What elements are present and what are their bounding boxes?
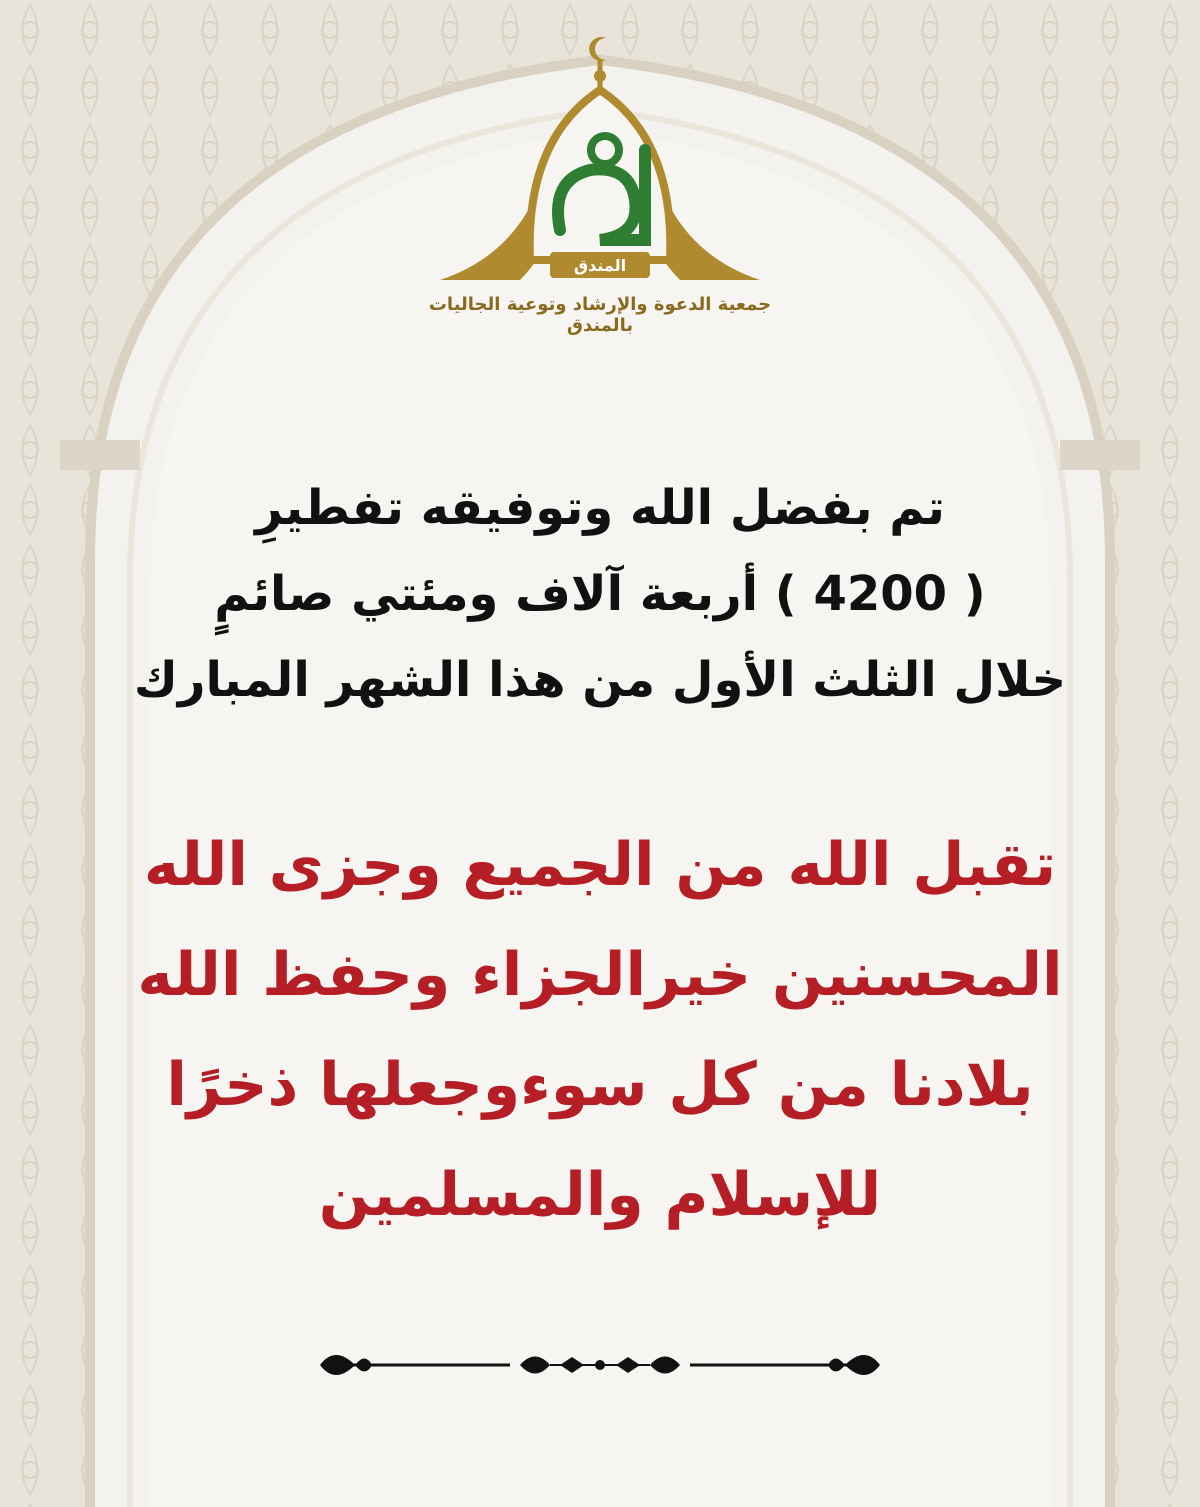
dua-line: تقبل الله من الجميع وجزى الله (143, 830, 1057, 900)
announcement-line: ( 4200 ) أربعة آلاف ومئتي صائمٍ (214, 566, 986, 622)
logo-caption: جمعية الدعوة والإرشاد وتوعية الجاليات بالمندق (428, 294, 772, 336)
logo-badge-text: المندق (573, 256, 627, 275)
dua-line: المحسنين خيرالجزاء وحفظ الله (137, 940, 1063, 1010)
dua-line: للإسلام والمسلمين (318, 1160, 882, 1230)
mosque-dome-logo (430, 30, 770, 330)
ornamental-divider (310, 1330, 890, 1400)
dua-text (100, 810, 1100, 1250)
dua-line: بلادنا من كل سوءوجعلها ذخرًا (166, 1050, 1034, 1120)
announcement-line: خلال الثلث الأول من هذا الشهر المبارك (133, 652, 1067, 708)
announcement (60, 465, 1140, 723)
announcement-line: تم بفضل الله وتوفيقه تفطيرِ (255, 480, 945, 536)
crescent-icon (589, 37, 606, 61)
